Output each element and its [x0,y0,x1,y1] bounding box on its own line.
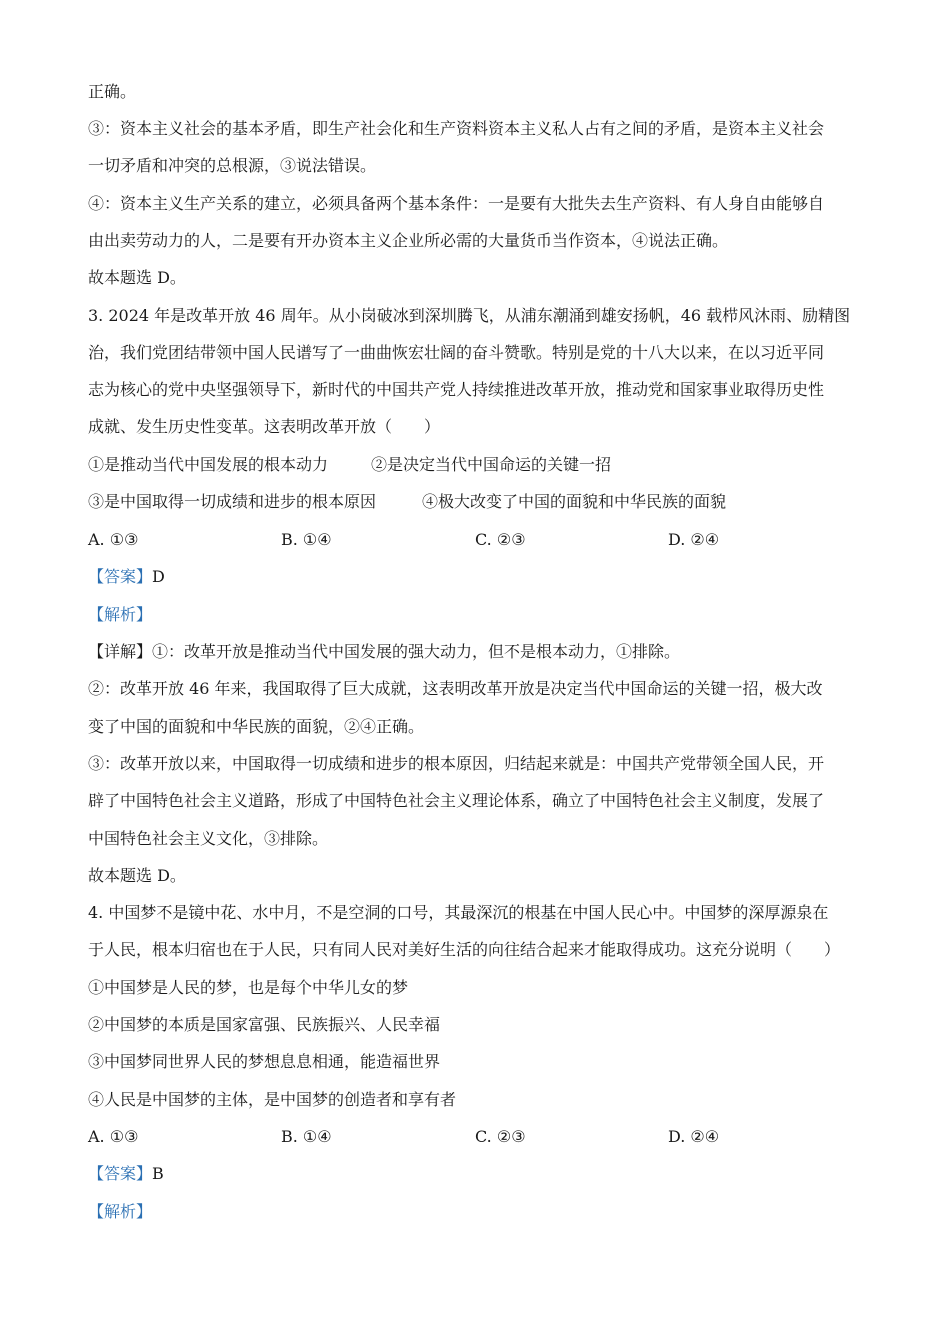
q4-analysis-tag: 【解析】 [88,1202,153,1221]
answer-tag: 【答案】 [88,1164,153,1183]
q3-answer [88,567,165,587]
q3-stem-line-1: 3. 2024 年是改革开放 46 周年。从小岗破冰到深圳腾飞，从浦东潮涌到雄安扬帆，46 载栉风沐雨、励精图 [88,306,851,325]
q4-answer [88,1164,164,1184]
q3-stem-line-3: 志为核心的党中央坚强领导下，新时代的中国共产党人持续推进改革开放，推动党和国家事业取得历史性 [88,380,825,399]
q3-option-a: A. ①③ [88,530,139,549]
q4-statement-2: ②中国梦的本质是国家富强、民族振兴、人民幸福 [88,1015,441,1034]
q4-option-c: C. ②③ [475,1127,526,1146]
q3-analysis-tag: 【解析】 [88,605,153,624]
detail-text: ①：改革开放是推动当代中国发展的强大动力，但不是根本动力，①排除。 [152,642,681,661]
q4-statement-3: ③中国梦同世界人民的梦想息息相通，能造福世界 [88,1052,441,1071]
q3-statement-2: ②是决定当代中国命运的关键一招 [371,455,612,474]
q4-option-d: D. ②④ [668,1127,720,1146]
q3-detail-line-6: 中国特色社会主义文化，③排除。 [88,829,329,848]
detail-tag: 【详解】 [88,642,153,661]
prev-line-2: ③：资本主义社会的基本矛盾，即生产社会化和生产资料资本主义私人占有之间的矛盾，是资本主义社会 [88,119,825,138]
prev-line-1: 正确。 [88,82,137,101]
answer-value: B [152,1164,164,1183]
q3-statement-3: ③是中国取得一切成绩和进步的根本原因 [88,492,377,511]
q3-statement-1: ①是推动当代中国发展的根本动力 [88,455,329,474]
prev-line-5: 由出卖劳动力的人，二是要有开办资本主义企业所必需的大量货币当作资本，④说法正确。 [88,231,729,250]
prev-conclusion: 故本题选 D。 [88,268,186,287]
q4-statement-4: ④人民是中国梦的主体，是中国梦的创造者和享有者 [88,1090,457,1109]
q3-conclusion: 故本题选 D。 [88,866,186,885]
answer-value: D [152,567,165,586]
q4-option-b: B. ①④ [281,1127,332,1146]
q3-statement-4: ④极大改变了中国的面貌和中华民族的面貌 [422,492,727,511]
q3-option-d: D. ②④ [668,530,720,549]
q3-option-c: C. ②③ [475,530,526,549]
q4-option-a: A. ①③ [88,1127,139,1146]
q3-stem-line-4: 成就、发生历史性变革。这表明改革开放（ ） [88,417,441,436]
q3-detail-line-5: 辟了中国特色社会主义道路，形成了中国特色社会主义理论体系，确立了中国特色社会主义制度，发展了 [88,791,825,810]
q3-option-b: B. ①④ [281,530,332,549]
q4-stem-line-2: 于人民，根本归宿也在于人民，只有同人民对美好生活的向往结合起来才能取得成功。这充分说明（ ） [88,940,841,959]
q3-detail-line-3: 变了中国的面貌和中华民族的面貌，②④正确。 [88,717,425,736]
q3-stem-line-2: 治，我们党团结带领中国人民谱写了一曲曲恢宏壮阔的奋斗赞歌。特别是党的十八大以来，在以习近平同 [88,343,825,362]
answer-tag: 【答案】 [88,567,153,586]
q4-stem-line-1: 4. 中国梦不是镜中花、水中月，不是空洞的口号，其最深沉的根基在中国人民心中。中国梦的深厚源泉在 [88,903,829,922]
q3-detail-line-2: ②：改革开放 46 年来，我国取得了巨大成就，这表明改革开放是决定当代中国命运的关键一招，极大改 [88,679,823,698]
q3-detail-line-1 [88,642,680,662]
prev-line-3: 一切矛盾和冲突的总根源，③说法错误。 [88,156,377,175]
q4-statement-1: ①中国梦是人民的梦，也是每个中华儿女的梦 [88,978,409,997]
q3-detail-line-4: ③：改革开放以来，中国取得一切成绩和进步的根本原因，归结起来就是：中国共产党带领全国人民，开 [88,754,825,773]
prev-line-4: ④：资本主义生产关系的建立，必须具备两个基本条件：一是要有大批失去生产资料、有人身自由能够自 [88,194,825,213]
